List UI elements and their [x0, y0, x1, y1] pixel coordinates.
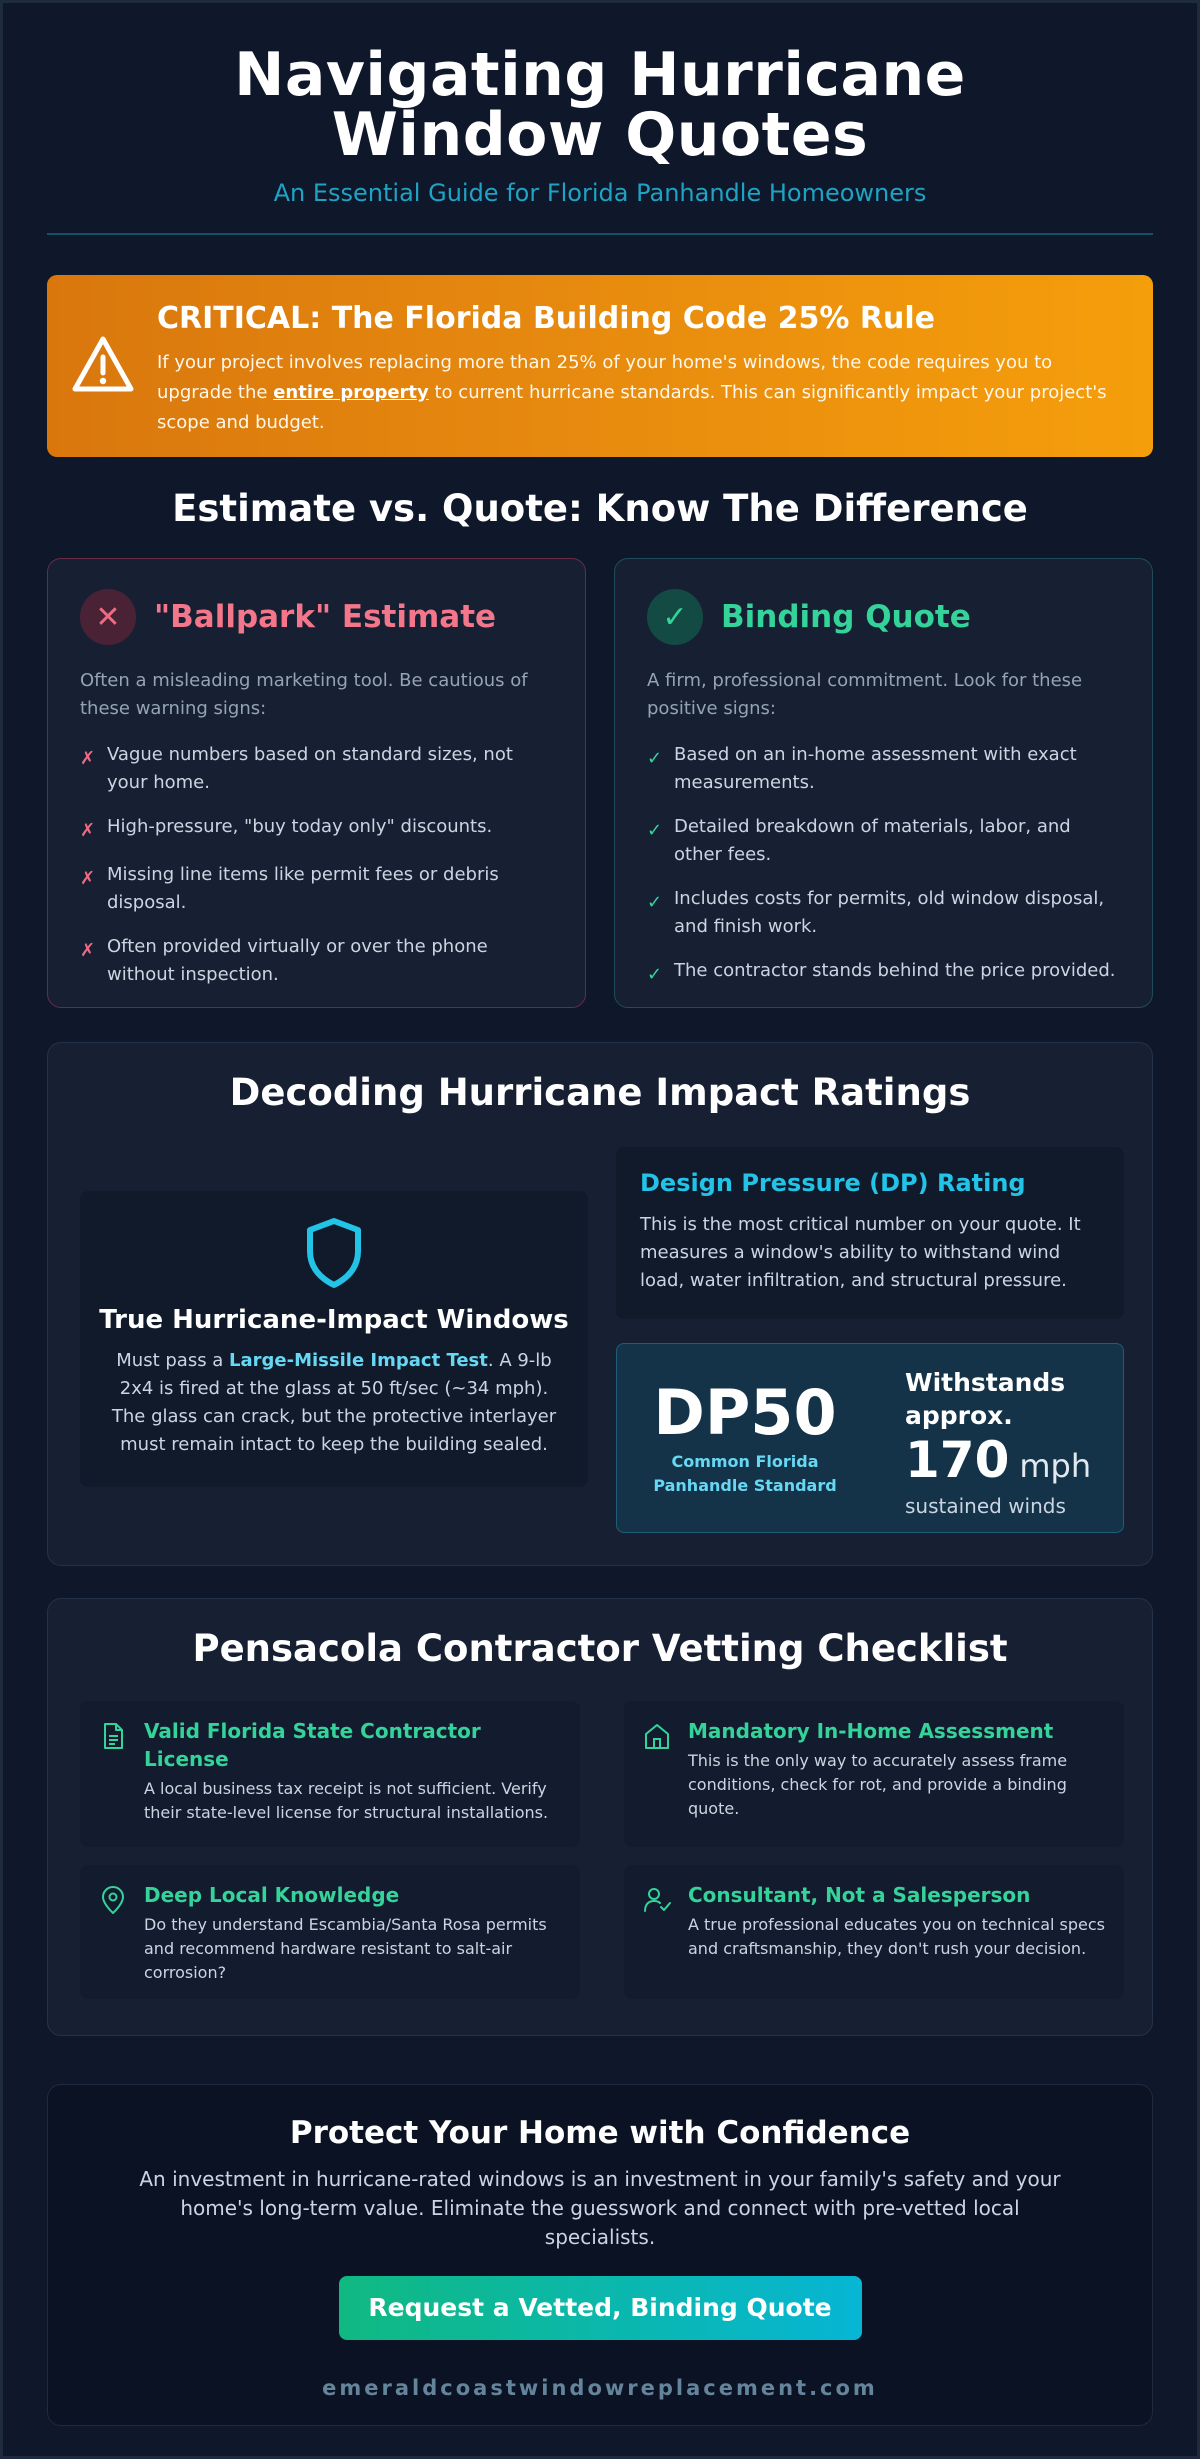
list-item: ✗ Often provided virtually or over the phone without inspection. — [80, 933, 553, 989]
checklist-item-license — [80, 1701, 580, 1847]
cta-text: An investment in hurricane-rated windows is an investment in your family's safety and your home's long-term value. Eliminate the guesswork and connect with pre-vetted local specialists. — [139, 2167, 1061, 2249]
checklist-item-consultant — [624, 1865, 1124, 1999]
check-mark-icon: ✓ — [647, 892, 663, 913]
list-item: ✗ High-pressure, "buy today only" discounts. — [80, 813, 553, 845]
quote-card — [614, 558, 1153, 1008]
check-mark-icon: ✓ — [647, 964, 663, 985]
cta-title: Protect Your Home with Confidence — [289, 2115, 911, 2151]
alert-title: CRITICAL: The Florida Building Code 25% Rule — [157, 301, 935, 336]
alert-text: If your project involves replacing more than 25% of your home's windows, the code requires you to upgrade the entire property to current hurricane standards. This can significantly impact your project's scope and budget. — [157, 352, 1107, 433]
shield-icon — [302, 1215, 366, 1291]
estimate-vs-quote — [47, 558, 1153, 1008]
estimate-card-title: "Ballpark" Estimate — [154, 599, 497, 635]
dp-caption: Common Florida Panhandle Standard — [653, 1452, 837, 1495]
check-icon: ✓ — [647, 589, 703, 645]
header-divider — [47, 233, 1153, 235]
site-domain: emeraldcoastwindowreplacement.com — [322, 2376, 878, 2400]
dp-rating-title: Design Pressure (DP) Rating — [640, 1169, 1026, 1197]
impact-windows-box — [80, 1191, 588, 1487]
cross-mark-icon: ✗ — [80, 940, 96, 961]
impact-ratings-panel — [47, 1042, 1153, 1566]
checklist-item-assessment — [624, 1701, 1124, 1847]
page-header — [47, 3, 1153, 207]
alert-emphasis: entire property — [273, 382, 429, 403]
checklist-item-title: Valid Florida State Contractor License — [144, 1719, 481, 1771]
user-check-icon — [642, 1885, 672, 1915]
check-mark-icon: ✓ — [647, 820, 663, 841]
estimate-card — [47, 558, 586, 1008]
document-icon — [98, 1721, 128, 1751]
wind-speed: 170 mph — [905, 1431, 1092, 1489]
page-subtitle: An Essential Guide for Florida Panhandle Homeowners — [273, 179, 927, 207]
cross-mark-icon: ✗ — [80, 820, 96, 841]
impact-windows-title: True Hurricane-Impact Windows — [99, 1305, 569, 1335]
warning-triangle-icon — [71, 333, 135, 397]
list-item: ✗ Vague numbers based on standard sizes, not your home. — [80, 741, 553, 797]
page-title: Navigating Hurricane Window Quotes — [234, 40, 966, 170]
cross-mark-icon: ✗ — [80, 868, 96, 889]
impact-test-emphasis: Large-Missile Impact Test — [229, 1350, 488, 1371]
checklist-item-text: A true professional educates you on technical specs and craftsmanship, they don't rush your decision. — [688, 1915, 1106, 1958]
checklist-item-local-knowledge — [80, 1865, 580, 1999]
estimate-warning-list — [80, 741, 553, 989]
list-item: ✗ Missing line items like permit fees or debris disposal. — [80, 861, 553, 917]
home-icon — [642, 1721, 672, 1751]
x-icon: ✕ — [80, 589, 136, 645]
wind-speed-unit: mph — [1019, 1447, 1092, 1485]
checklist-item-title: Consultant, Not a Salesperson — [688, 1883, 1031, 1907]
quote-card-title: Binding Quote — [721, 599, 971, 635]
quote-card-intro: A firm, professional commitment. Look for these positive signs: — [647, 670, 1083, 719]
check-mark-icon: ✓ — [647, 748, 663, 769]
cta-section — [47, 2084, 1153, 2426]
dp-stat-box — [616, 1343, 1124, 1533]
list-item: ✓ Based on an in-home assessment with exact measurements. — [647, 741, 1120, 797]
code-rule-alert — [47, 275, 1153, 457]
ratings-title: Decoding Hurricane Impact Ratings — [229, 1071, 971, 1114]
list-item: ✓ Detailed breakdown of materials, labor, and other fees. — [647, 813, 1120, 869]
checklist-item-title: Mandatory In-Home Assessment — [688, 1719, 1054, 1743]
impact-windows-text: Must pass a Large-Missile Impact Test. A 9-lb 2x4 is fired at the glass at 50 ft/sec (~34 mph). The glass can crack, but the protective interlayer must remain intact to keep the building sealed. — [111, 1350, 557, 1455]
checklist-item-text: A local business tax receipt is not sufficient. Verify their state-level license for structural installations. — [144, 1779, 549, 1822]
dp-rating-text: This is the most critical number on your quote. It measures a window's ability to withstand wind load, water infiltration, and structural pressure. — [640, 1214, 1081, 1291]
dp-rating-box — [616, 1147, 1124, 1319]
checklist-item-title: Deep Local Knowledge — [144, 1883, 400, 1907]
withstands-label: Withstands approx. — [905, 1368, 1066, 1430]
compare-section-title: Estimate vs. Quote: Know The Difference — [172, 487, 1028, 530]
cross-mark-icon: ✗ — [80, 748, 96, 769]
vetting-checklist-panel — [47, 1598, 1153, 2036]
map-pin-icon — [98, 1885, 128, 1915]
dp-value: DP50 — [653, 1376, 837, 1449]
quote-positive-list — [647, 741, 1120, 989]
checklist-title: Pensacola Contractor Vetting Checklist — [192, 1627, 1008, 1670]
checklist-item-text: Do they understand Escambia/Santa Rosa permits and recommend hardware resistant to salt-air corrosion? — [144, 1915, 547, 1982]
estimate-card-intro: Often a misleading marketing tool. Be cautious of these warning signs: — [80, 670, 528, 719]
list-item: ✓ The contractor stands behind the price provided. — [647, 957, 1120, 989]
sustained-label: sustained winds — [905, 1494, 1066, 1518]
list-item: ✓ Includes costs for permits, old window disposal, and finish work. — [647, 885, 1120, 941]
request-quote-button[interactable]: Request a Vetted, Binding Quote — [339, 2276, 862, 2340]
checklist-item-text: This is the only way to accurately assess frame conditions, check for rot, and provide a binding quote. — [688, 1751, 1068, 1818]
